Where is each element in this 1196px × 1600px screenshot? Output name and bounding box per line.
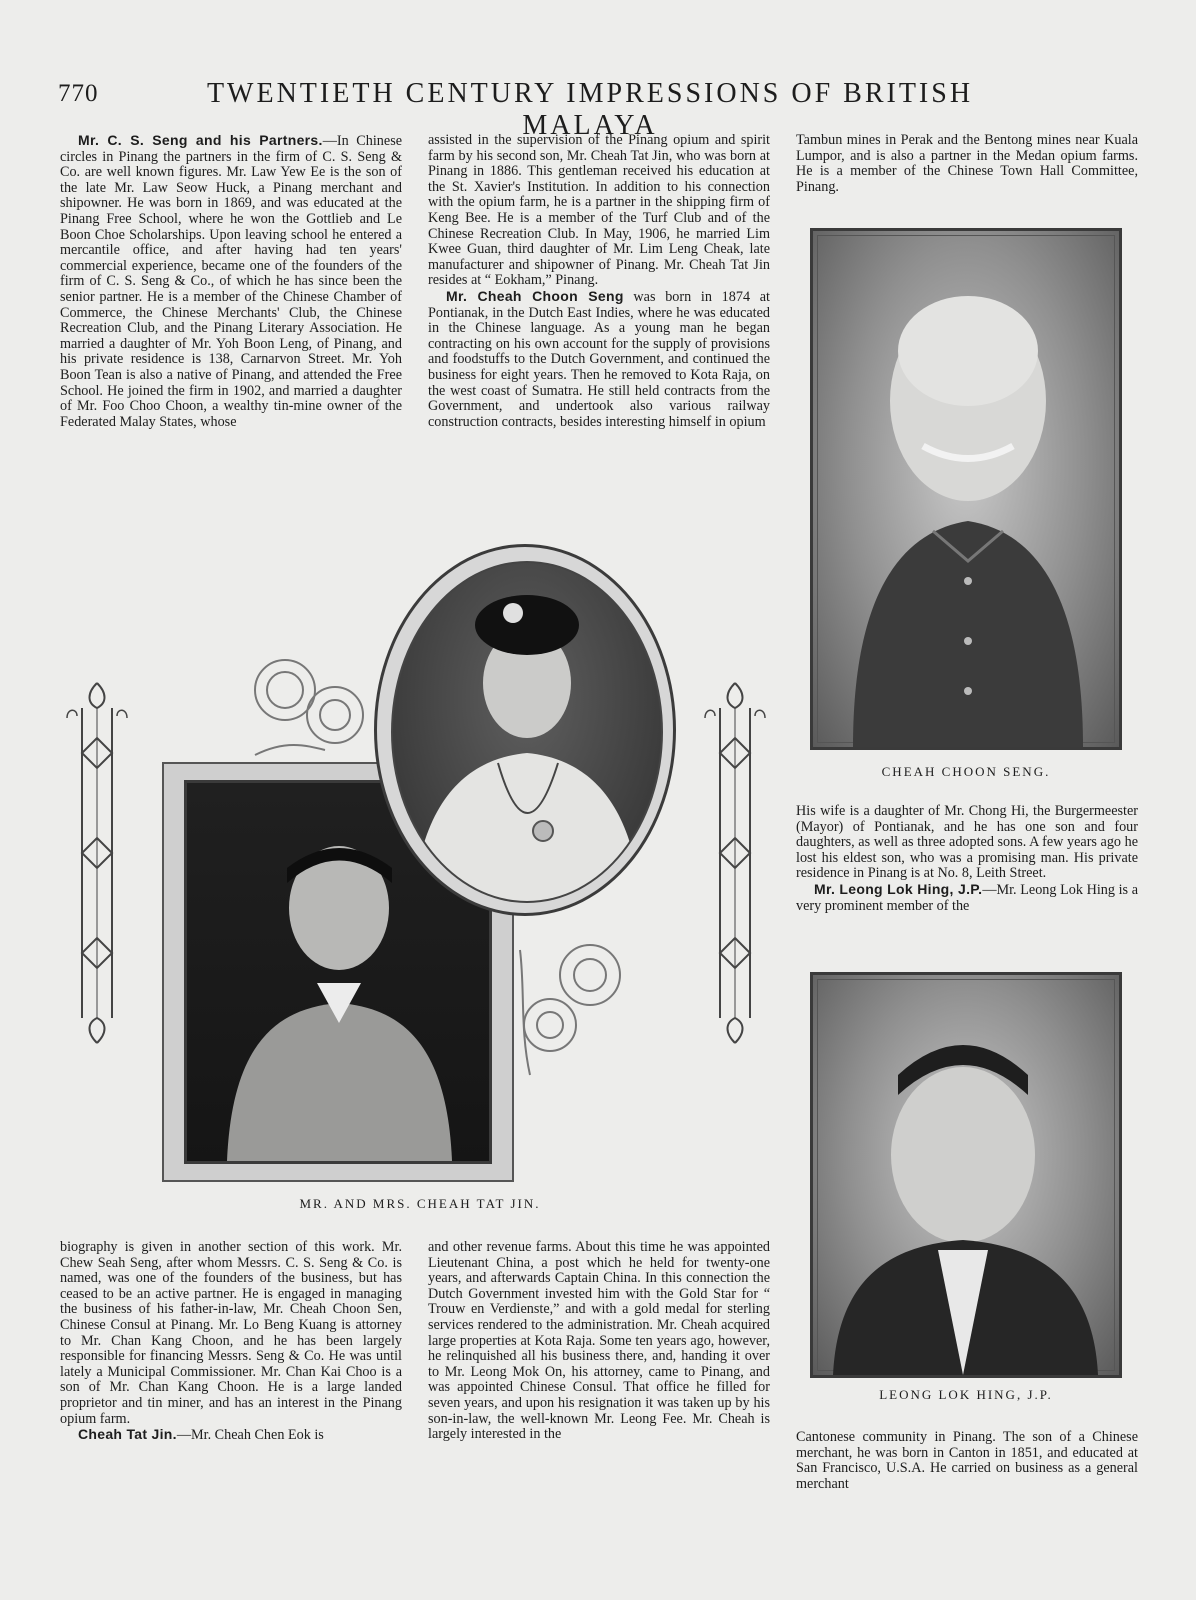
portrait-figure-icon [393, 563, 661, 901]
column-3-top [796, 133, 1138, 195]
paragraph [60, 1427, 402, 1444]
paragraph: Tambun mines in Perak and the Bentong mines near Kuala Lumpor, and is also a partner in the Medan opium farms. He is a member of the Chinese Town Hall Committee, Pinang. [796, 132, 1138, 195]
paragraph-text: —Mr. Leong Lok Hing is a very prominent member of the [796, 881, 1138, 914]
paragraph: Cantonese community in Pinang. The son of a Chinese merchant, he was born in Canton in 1851, and educated at San Francisco, U.S.A. He carried on business as a general merchant [796, 1429, 1138, 1492]
paragraph: biography is given in another section of this work. Mr. Chew Seah Seng, after whom Messrs. C. S. Seng & Co. is named, was one of the founders of the business, but has ceased to be an active partner. He is engaged in managing the business of his father-in-law, Mr. Cheah Choon Sen, Chinese Consul at Pinang. Mr. Lo Beng Kuang is attorney to Mr. Chan Kang Choon, and he has been largely responsible for financing Messrs. Seng & Co. He was until lately a Municipal Commissioner. Mr. Chan Kai Choo is a son of Mr. Chan Kang Choon. He is a large landed proprietor and tin miner, and has an interest in the Pinang opium farm. [60, 1239, 402, 1427]
chrysanthemum-ornament-icon [510, 930, 640, 1080]
left-ornament-icon [62, 678, 132, 1048]
portrait-cheah-choon-seng [810, 228, 1122, 750]
column-2-bottom [428, 1240, 770, 1443]
paragraph: assisted in the supervision of the Pinang opium and spirit farm by his second son, Mr. Cheah Tat Jin, who was born at Pinang in 1886. This gentleman received his education at the St. Xavier's Institution. In addition to his connection with the opium farm, he is a partner in the shipping firm of Keng Bee. He is a member of the Turf Club and of the Chinese Recreation Club. In May, 1906, he married Lim Kwee Guan, third daughter of Mr. Lim Leng Cheak, late manufacturer and shipowner of Pinang. Mr. Cheah Tat Jin resides at “ Eokham,” Pinang. [428, 132, 770, 289]
portrait-mrs-cheah-tat-jin [391, 561, 663, 903]
section-heading: Mr. C. S. Seng and his Partners. [78, 132, 323, 148]
column-3-bottom [796, 1430, 1138, 1492]
paragraph-text: —In Chinese circles in Pinang the partners in the firm of C. S. Seng & Co. are well known figures. Mr. Law Yew Ee is the son of the late Mr. Law Seow Huck, a Pinang merchant and shipowner. He was born in 1869, and was educated at the Pinang Free School, where he won the Gottlieb and Le Boon Choe Scholarships. Upon leaving school he entered a mercantile office, and after having had ten years' commercial experience, became one of the founders of the firm of C. S. Seng & Co., of which he has since been the senior partner. He is a member of the Chinese Chamber of Commerce, the Chinese Merchants' Club, the Chinese Recreation Club, and the Pinang Literary Association. He married a daughter of Mr. Yoh Boon Leng, of Pinang, and his private residence is 138, Carnarvon Street. Mr. Yoh Boon Tean is also a native of Pinang, and attended the Free School. He joined the firm in 1902, and married a daughter of Mr. Foo Choo Choon, a wealthy tin-mine owner of the Federated Malay States, whose [60, 133, 403, 430]
caption-cheah-choon-seng: CHEAH CHOON SENG. [881, 764, 1051, 779]
paragraph [796, 882, 1138, 914]
portrait-figure-icon [813, 231, 1119, 747]
paragraph [60, 133, 402, 430]
portrait-figure-icon [813, 975, 1119, 1375]
column-2-top [428, 133, 770, 430]
portrait-leong-lok-hing [810, 972, 1122, 1378]
column-1-bottom [60, 1240, 402, 1444]
section-heading: Cheah Tat Jin. [78, 1426, 177, 1443]
column-3-mid [796, 804, 1138, 914]
paragraph: and other revenue farms. About this time he was appointed Lieutenant China, a post which he held for twenty-one years, and afterwards Captain China. In this connection the Dutch Government invested him with the Gold Star for “ Trouw en Verdienste,” and with a gold medal for sterling services rendered to the administration. Mr. Cheah acquired large properties at Kota Raja. Some ten years ago, however, he relinquished all his business there, and, handing it over to Mr. Leong Mok On, his attorney, came to Pinang, and was appointed Chinese Consul. That office he filled for seven years, and upon his resignation it was taken up by his son-in-law, the well-known Mr. Leong Fee. Mr. Cheah is largely interested in the [428, 1239, 770, 1443]
paragraph: His wife is a daughter of Mr. Chong Hi, the Burgermeester (Mayor) of Pontianak, and he has one son and four daughters, as well as three adopted sons. A few years ago he lost his eldest son, who was a promising man. His private residence in Pinang is at No. 8, Leith Street. [796, 803, 1138, 882]
chrysanthemum-ornament-icon [245, 650, 385, 760]
column-1-top [60, 133, 402, 430]
paragraph-text: —Mr. Cheah Chen Eok is [176, 1427, 324, 1444]
section-heading: Mr. Leong Lok Hing, J.P. [814, 880, 983, 897]
caption-leong-lok-hing: LEONG LOK HING, J.P. [879, 1387, 1053, 1402]
paragraph-text: was born in 1874 at Pontianak, in the Dutch East Indies, where he was educated in the Chinese language. As a young man he began contracting on his own account for the supply of provisions and foodstuffs to the Dutch Government, and continued the business for eight years. Then he removed to Kota Raja, on the west coast of Sumatra. He still held contracts from the Government, and undertook also various railway construction contracts, besides interesting himself in opium [428, 288, 770, 430]
running-head: TWENTIETH CENTURY IMPRESSIONS OF BRITISH MALAYA [206, 78, 974, 141]
right-ornament-icon [700, 678, 770, 1048]
portrait-frame-mrs-cheah-tat-jin [374, 544, 676, 916]
page-number: 770 [58, 80, 99, 107]
caption-mr-mrs-cheah-tat-jin: MR. AND MRS. CHEAH TAT JIN. [299, 1196, 541, 1211]
paragraph [428, 289, 770, 430]
section-heading: Mr. Cheah Choon Seng [446, 287, 624, 304]
